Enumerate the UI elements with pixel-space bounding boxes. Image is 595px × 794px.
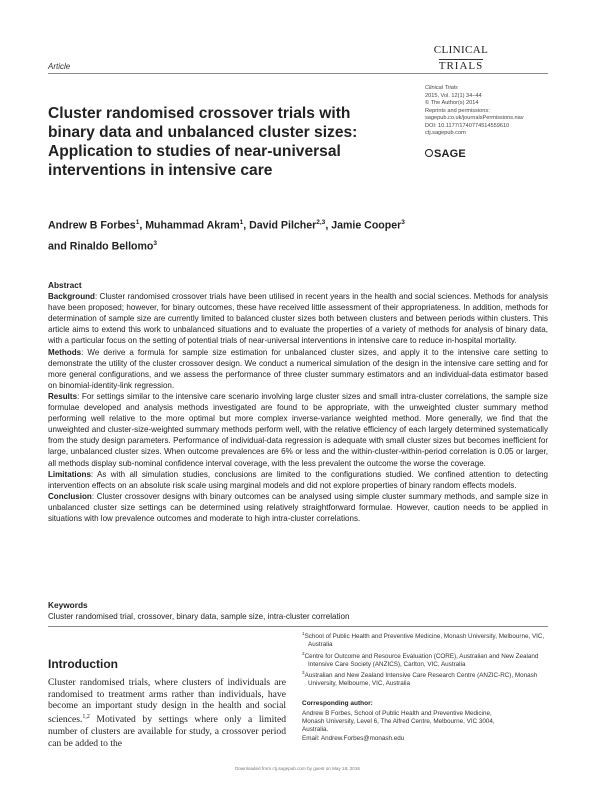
- author-name: Andrew B Forbes: [48, 219, 136, 232]
- reprints-label: Reprints and permissions:: [425, 107, 490, 114]
- abstract-results: [48, 391, 548, 469]
- abstract-conclusion: [48, 491, 548, 524]
- affiliation-item: [302, 669, 557, 689]
- limitations-label: Limitations: [48, 469, 91, 479]
- journal-logo: [431, 44, 491, 74]
- conclusion-label: Conclusion: [48, 491, 92, 501]
- publisher-logo: [425, 148, 466, 160]
- abstract-methods: [48, 347, 548, 391]
- affiliation-text: School of Public Health and Preventive Medicine, Monash University, Melbourne, VIC, Australia: [304, 633, 545, 649]
- abstract-background: [48, 291, 548, 346]
- corresponding-author: [302, 710, 502, 743]
- copyright: © The Author(s) 2014: [425, 100, 479, 106]
- author-affiliation-mark: 1: [239, 219, 244, 226]
- keywords-heading: Keywords: [48, 600, 88, 610]
- abstract-limitations: [48, 469, 548, 491]
- background-text: : Cluster randomised crossover trials have been utilised in recent years in the health and social sciences. Methods for analysis have been proposed; however, for binary outcomes, these have received little assessment of their appropriateness. In addition, methods for determination of sample size are currently limited to balanced cluster sizes both between clusters and between periods within clusters. This article aims to extend this work to unbalanced situations and to evaluate the properties of a variety of methods for analysis of binary data, with a particular focus on the setting of potential trials of near-universal interventions in intensive care to reduce in-hospital mortality.: [48, 292, 548, 346]
- journal-name: Clinical Trials: [425, 85, 458, 91]
- background-label: Background: [48, 292, 95, 302]
- limitations-text: : As with all simulation studies, conclusions are limited to the configurations studied. We confined attention to detecting intervention effects on an absolute risk scale using marginal models and did not explore properties of binary random effects models.: [48, 469, 548, 490]
- download-footer: Downloaded from ctj.sagepub.com by guest on May 18, 2016: [235, 766, 360, 771]
- affiliation-text: Centre for Outcome and Resource Evaluation (CORE), Australian and New Zealand Intensive Care Society (ANZICS), Carlton, VIC, Australia: [304, 652, 539, 668]
- doi[interactable]: DOI: 10.1177/1740774514559610: [425, 122, 510, 129]
- abstract: [48, 280, 548, 524]
- methods-text: : We derive a formula for sample size estimation for unbalanced cluster sizes, and apply it to the intensive care setting to demonstrate the utility of the cluster crossover design. We conduct a numerical simulation of the design in the intensive care setting and for more general configurations, and we assess the performance of three cluster summary estimators and an individual-data estimator based on binomial-identity-link regression.: [48, 347, 548, 390]
- corresponding-author-address: Andrew B Forbes, School of Public Health and Preventive Medicine, Monash University, Level 6, The Alfred Centre, Melbourne, VIC 3004, Australia.: [302, 710, 495, 734]
- corresponding-author-heading: Corresponding author:: [302, 700, 373, 707]
- author-name: David Pilcher: [249, 219, 317, 232]
- sage-ring-icon: [425, 149, 433, 157]
- affiliation-item: [302, 630, 557, 650]
- corresponding-author-email[interactable]: Email: Andrew.Forbes@monash.edu: [302, 734, 405, 742]
- author-name: Jamie Cooper: [331, 219, 402, 232]
- introduction-text: [48, 677, 286, 749]
- issue-info: 2015, Vol. 12(1) 34–44: [425, 92, 482, 99]
- affiliation-mark: 3: [302, 670, 305, 675]
- article-title: Cluster randomised crossover trials with binary data and unbalanced cluster sizes: Application to studies of near-universal interventions in intensive care: [48, 105, 358, 179]
- publication-meta: [425, 85, 565, 138]
- article-type-label: Article: [48, 62, 71, 71]
- affiliation-item: [302, 650, 557, 670]
- author-list: Andrew B Forbes$^1$, Muhammad Akram$^1$, David Pilcher$^{2,3}$, Jamie Cooper$^3$ and Rinaldo Bellomo$^3$: [48, 219, 405, 253]
- intro-text-part: Cluster randomised trials, where clusters of individuals are randomised to treatment arms rather than individuals, have become an important study design in the health and social sciences.: [48, 677, 286, 726]
- affiliation-mark: 2: [302, 650, 305, 656]
- publisher-name: SAGE: [434, 148, 466, 160]
- logo-line-2: TRIALS: [438, 60, 484, 72]
- results-label: Results: [48, 391, 78, 401]
- conclusion-text: : Cluster crossover designs with binary outcomes can be analysed using simple cluster summary methods, and sample size in unbalanced cluster size settings can be determined using relatively straightforward formulae. However, caution needs to be applied in situations with low prevalence outcomes and moderate to high intra-cluster correlations.: [48, 491, 548, 523]
- affiliation-text: Australian and New Zealand Intensive Care Research Centre (ANZIC-RC), Monash University, Melbourne, VIC, Australia: [304, 672, 538, 688]
- abstract-heading: Abstract: [48, 280, 82, 290]
- keywords-text: Cluster randomised trial, crossover, binary data, sample size, intra-cluster correlation: [48, 612, 350, 621]
- keywords-rule: [48, 626, 548, 627]
- affiliations: [302, 630, 557, 689]
- methods-label: Methods: [48, 347, 82, 357]
- author-affiliation-mark: 3: [401, 219, 405, 226]
- logo-line-1: CLINICAL: [433, 44, 489, 56]
- author-affiliation-mark: 2,3: [316, 219, 326, 226]
- citation-mark: 1,2: [82, 714, 90, 721]
- results-text: : For settings similar to the intensive care scenario involving large cluster sizes and small intra-cluster correlations, the sample size formulae developed and analysis methods investigated are found to be appropriate, with the unweighted cluster summary method performing well relative to the more optimal but more complex inverse-variance weighted method. More generally, we find that the unweighted and cluster-size-weighted summary methods perform well, with the relative efficiency of each largely determined systematically from the study design parameters. Performance of individual-data regression is adequate with small cluster sizes but becomes inefficient for large, unbalanced cluster sizes. When outcome prevalences are 6% or less and the within-cluster-within-period correlation is 0.05 or larger, all methods display sub-nominal confidence interval coverage, with the less prevalent the outcome the worse the coverage.: [48, 391, 548, 468]
- permissions-link[interactable]: sagepub.co.uk/journalsPermissions.nav: [425, 115, 524, 121]
- affiliation-mark: 1: [302, 631, 305, 636]
- author-conjunction: and: [48, 240, 67, 253]
- author-name: Rinaldo Bellomo: [69, 240, 154, 253]
- author-affiliation-mark: 3: [153, 239, 157, 247]
- author-affiliation-mark: 1: [135, 219, 140, 226]
- intro-text-part: Motivated by settings where only a limited number of clusters are available for study, a crossover period can be added to the: [48, 714, 286, 749]
- introduction-heading: Introduction: [48, 657, 118, 671]
- author-name: Muhammad Akram: [145, 219, 240, 232]
- journal-site-link[interactable]: ctj.sagepub.com: [425, 130, 466, 136]
